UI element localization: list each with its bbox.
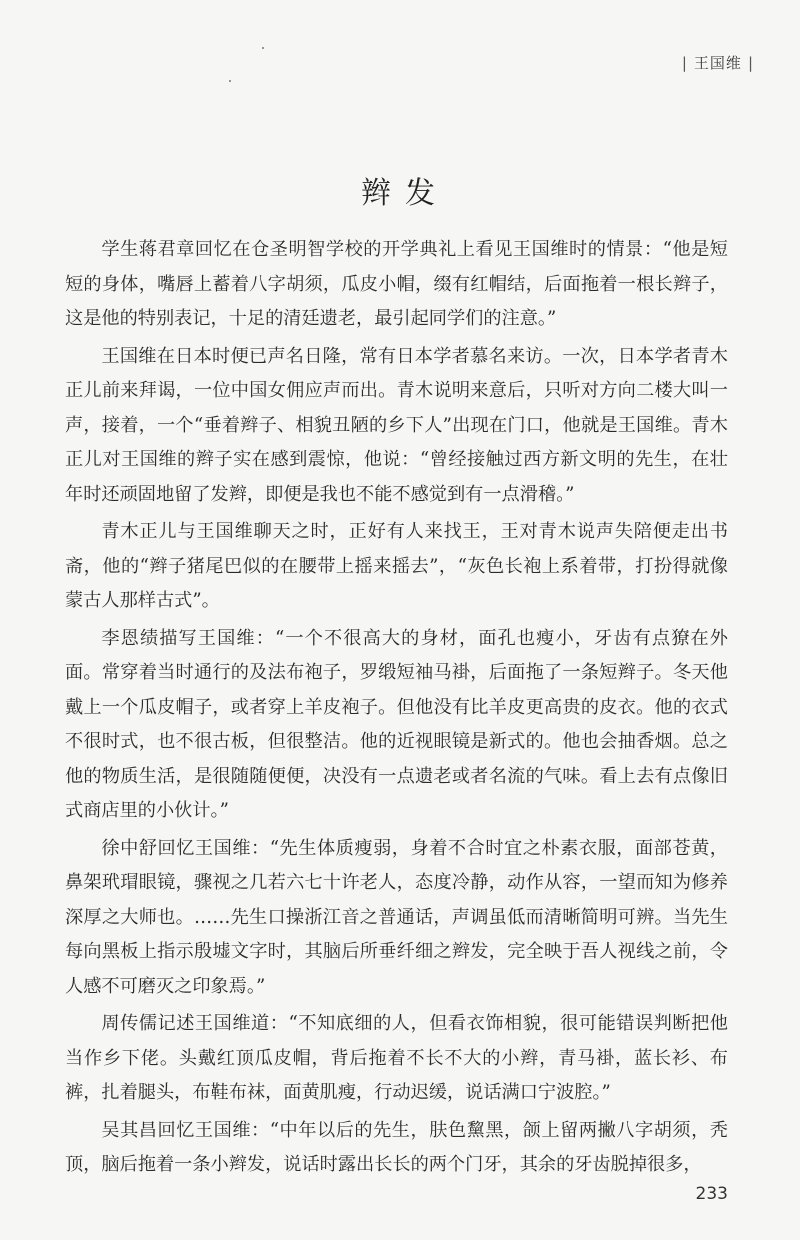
print-speck — [262, 47, 264, 49]
page-number: 233 — [695, 1184, 728, 1204]
body-text — [65, 233, 728, 1186]
paragraph: 青木正儿与王国维聊天之时，正好有人来找王，王对青木说声失陪便走出书斋，他的“辫子猪尾巴似的在腰带上摇来摇去”，“灰色长袍上系着带，打扮得就像蒙古人那样古式”。 — [65, 521, 728, 611]
paragraph: 王国维在日本时便已声名日隆，常有日本学者慕名来访。一次，日本学者青木正儿前来拜谒，一位中国女佣应声而出。青木说明来意后，只听对方向二楼大叫一声，接着，一个“垂着辫子、相貌丑陋的乡下人”出现在门口，他就是王国维。青木正儿对王国维的辫子实在感到震惊，他说：“曾经接触过西方新文明的先生，在壮年时还顽固地留了发辫，即便是我也不能不感觉到有一点滑稽。” — [65, 345, 728, 505]
paragraph: 周传儒记述王国维道：“不知底细的人，但看衣饰相貌，很可能错误判断把他当作乡下佬。头戴红顶瓜皮帽，背后拖着不长不大的小辫，青马褂，蓝长衫、布裤，扎着腿头，布鞋布袜，面黄肌瘦，行动迟缓，说话满口宁波腔。” — [65, 1013, 728, 1103]
paragraph: 吴其昌回忆王国维：“中年以后的先生，肤色黧黑，颌上留两撇八字胡须，秃顶，脑后拖着一条小辫发，说话时露出长长的两个门牙，其余的牙齿脱掉很多， — [65, 1119, 728, 1175]
paragraph: 学生蒋君章回忆在仓圣明智学校的开学典礼上看见王国维时的情景：“他是短短的身体，嘴唇上蓄着八字胡须，瓜皮小帽，缀有红帽结，后面拖着一根长辫子，这是他的特别表记，十足的清廷遗老，最引起同学们的注意。” — [65, 239, 728, 329]
running-header — [676, 52, 760, 73]
running-title: 王国维 — [693, 54, 742, 72]
chapter-title: 辫发 — [361, 176, 449, 211]
header-separator-right: | — [747, 54, 754, 72]
print-speck — [229, 80, 231, 82]
paragraph: 李恩绩描写王国维：“一个不很高大的身材，面孔也瘦小，牙齿有点獠在外面。常穿着当时通行的及法布袍子，罗缎短袖马褂，后面拖了一条短辫子。冬天他戴上一个瓜皮帽子，或者穿上羊皮袍子。但他没有比羊皮更高贵的皮衣。他的衣式不很时式，也不很古板，但很整洁。他的近视眼镜是新式的。他也会抽香烟。总之他的物质生活，是很随随便便，决没有一点遗老或者名流的气味。看上去有点像旧式商店里的小伙计。” — [65, 627, 728, 821]
paragraph: 徐中舒回忆王国维：“先生体质瘦弱，身着不合时宜之朴素衣服，面部苍黄，鼻架玳瑁眼镜，骤视之几若六七十许老人，态度冷静，动作从容，一望而知为修养深厚之大师也。……先生口操浙江音之普通话，声调虽低而清晰简明可辨。当先生每向黑板上指示殷墟文字时，其脑后所垂纤细之辫发，完全映于吾人视线之前，令人感不可磨灭之印象焉。” — [65, 837, 728, 997]
header-separator-left: | — [681, 54, 688, 72]
